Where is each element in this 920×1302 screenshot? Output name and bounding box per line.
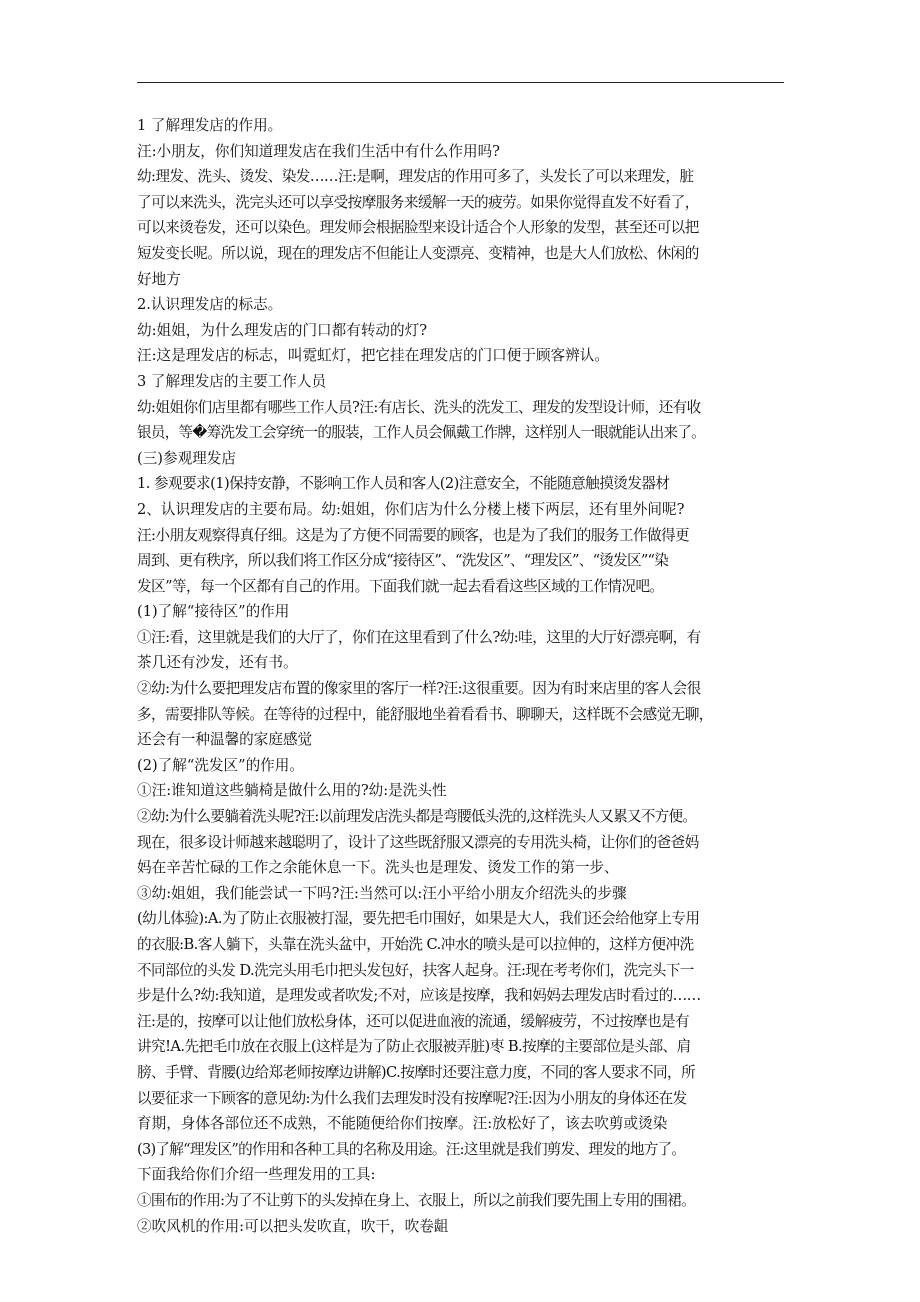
paragraph-line: 汪:是的，按摩可以让他们放松身体，还可以促进血液的流通，缓解疲劳，不过按摩也是有 [137, 1012, 690, 1030]
section-heading: 1 了解理发店的作用。 [137, 117, 283, 134]
paragraph-line: 讲究!A.先把毛巾放在衣服上(这样是为了防止衣服被弄脏)枣 B.按摩的主要部位是头部、肩 [137, 1038, 691, 1056]
paragraph-line: (幼儿体验):A.为了防止衣服被打湿，要先把毛巾围好，如果是大人，我们还会给他穿上专用 [137, 910, 700, 928]
section-heading: 2.认识理发店的标志。 [137, 296, 283, 314]
section-heading: 3 了解理发店的主要工作人员 [137, 372, 327, 390]
paragraph-line: 汪:这是理发店的标志，叫霓虹灯，把它挂在理发店的门口便于顾客辨认。 [137, 347, 609, 365]
paragraph-line: ①汪:看，这里就是我们的大厅了，你们在这里看到了什么?幼:哇，这里的大厅好漂亮啊，有 [137, 628, 701, 646]
paragraph-line: 银员，等�筹洗发工会穿统一的服装，工作人员会佩戴工作牌，这样别人一眼就能认出来了。 [137, 424, 705, 442]
paragraph-line: 妈在辛苦忙碌的工作之余能休息一下。洗头也是理发、烫发工作的第一步、 [137, 859, 619, 877]
paragraph-line: 不同部位的头发 D.洗完头用毛巾把头发包好，扶客人起身。汪:现在考考你们，洗完头下一 [137, 961, 694, 979]
paragraph-line: 幼:理发、洗头、烫发、染发……汪:是啊，理发店的作用可多了，头发长了可以来理发，脏 [137, 168, 694, 186]
paragraph-line: ①围布的作用:为了不让剪下的头发掉在身上、衣服上，所以之前我们要先围上专用的围裙。 [137, 1191, 695, 1209]
header-rule [137, 82, 784, 83]
paragraph-line: 以要征求一下顾客的意见幼:为什么我们去理发时没有按摩呢?汪:因为小朋友的身体还在发 [137, 1089, 687, 1107]
paragraph-line: 汪:小朋友，你们知道理发店在我们生活中有什么作用吗? [137, 142, 500, 160]
paragraph-line: ②吹风机的作用:可以把头发吹直，吹干，吹卷龃 [137, 1217, 449, 1235]
section-heading: (三)参观理发店 [137, 449, 236, 467]
paragraph-line: ③幼:姐姐，我们能尝试一下吗?汪:当然可以:汪小平给小朋友介绍洗头的步骤 [137, 884, 627, 902]
paragraph-line: 发区”等，每一个区都有自己的作用。下面我们就一起去看看这些区域的工作情况吧。 [137, 577, 664, 595]
paragraph-line: ②幼:为什么要躺着洗头呢?汪:以前理发店洗头都是弯腰低头洗的,这样洗头人又累又不方便。 [137, 808, 697, 826]
section-heading: (1)了解“接待区”的作用 [137, 603, 290, 621]
paragraph-line: 茶几还有沙发，还有书。 [137, 654, 298, 672]
paragraph-line: 周到、更有秩序，所以我们将工作区分成“接待区”、“洗发区”、“理发区”、“烫发区”“染 [137, 552, 669, 570]
paragraph-line: 膀、手臂、背腰(边给郑老师按摩边讲解)C.按摩时还要注意力度，不同的客人要求不同，所 [137, 1063, 696, 1081]
document-body [137, 113, 785, 1239]
paragraph-line: 下面我给你们介绍一些理发用的工具: [137, 1166, 376, 1184]
section-heading: (2)了解“洗发区”的作用。 [137, 756, 304, 774]
paragraph-line: 的衣服:B.客人躺下，头靠在洗头盆中，开始洗 C.冲水的喷头是可以拉伸的，这样方便冲洗 [137, 936, 694, 953]
paragraph-line: 了可以来洗头，洗完头还可以享受按摩服务来缓解一天的疲劳。如果你觉得直发不好看了， [137, 193, 699, 211]
paragraph-line: 1. 参观要求(1)保持安静，不影响工作人员和客人(2)注意安全，不能随意触摸烫发器材 [137, 475, 670, 493]
paragraph-line: 现在，很多设计师越来越聪明了，设计了这些既舒服又漂亮的专用洗头椅，让你们的爸爸妈 [137, 833, 699, 851]
paragraph-line: 步是什么?幼:我知道，是理发或者吹发;不对，应该是按摩，我和妈妈去理发店时看过的…… [137, 987, 701, 1005]
paragraph-line: 还会有一种温馨的家庭感觉 [137, 731, 313, 749]
paragraph-line: 短发变长呢。所以说，现在的理发店不但能让人变漂亮、变精神，也是大人们放松、休闲的 [137, 244, 699, 262]
paragraph-line: ②幼:为什么要把理发店布置的像家里的客厅一样?汪:这很重要。因为有时来店里的客人会很 [137, 680, 701, 698]
paragraph-line: 育期，身体各部位还不成熟，不能随便给你们按摩。汪:放松好了，该去吹剪或烫染 [137, 1115, 668, 1133]
section-heading: (3)了解“理发区”的作用和各种工具的名称及用途。汪:这里就是我们剪发、理发的地方了。 [137, 1140, 686, 1158]
paragraph-line: 2、认识理发店的主要布局。幼:姐姐，你们店为什么分楼上楼下两层，还有里外间呢? [137, 500, 685, 518]
paragraph-line: 好地方 [137, 270, 181, 288]
paragraph-line: 多，需要排队等候。在等待的过程中，能舒服地坐着看看书、聊聊天，这样既不会感觉无聊， [137, 705, 713, 723]
paragraph-line: 汪:小朋友观察得真仔细。这是为了方便不同需要的顾客，也是为了我们的服务工作做得更 [137, 526, 690, 544]
paragraph-line: ①汪:谁知道这些躺椅是做什么用的?幼:是洗头性 [137, 782, 447, 800]
paragraph-line: 幼:姐姐，为什么理发店的门口都有转动的灯? [137, 321, 428, 339]
paragraph-line: 幼:姐姐你们店里都有哪些工作人员?汪:有店长、洗头的洗发工、理发的发型设计师，还有收 [137, 398, 701, 416]
paragraph-line: 可以来烫卷发，还可以染色。理发师会根据脸型来设计适合个人形象的发型，甚至还可以把 [137, 219, 699, 237]
